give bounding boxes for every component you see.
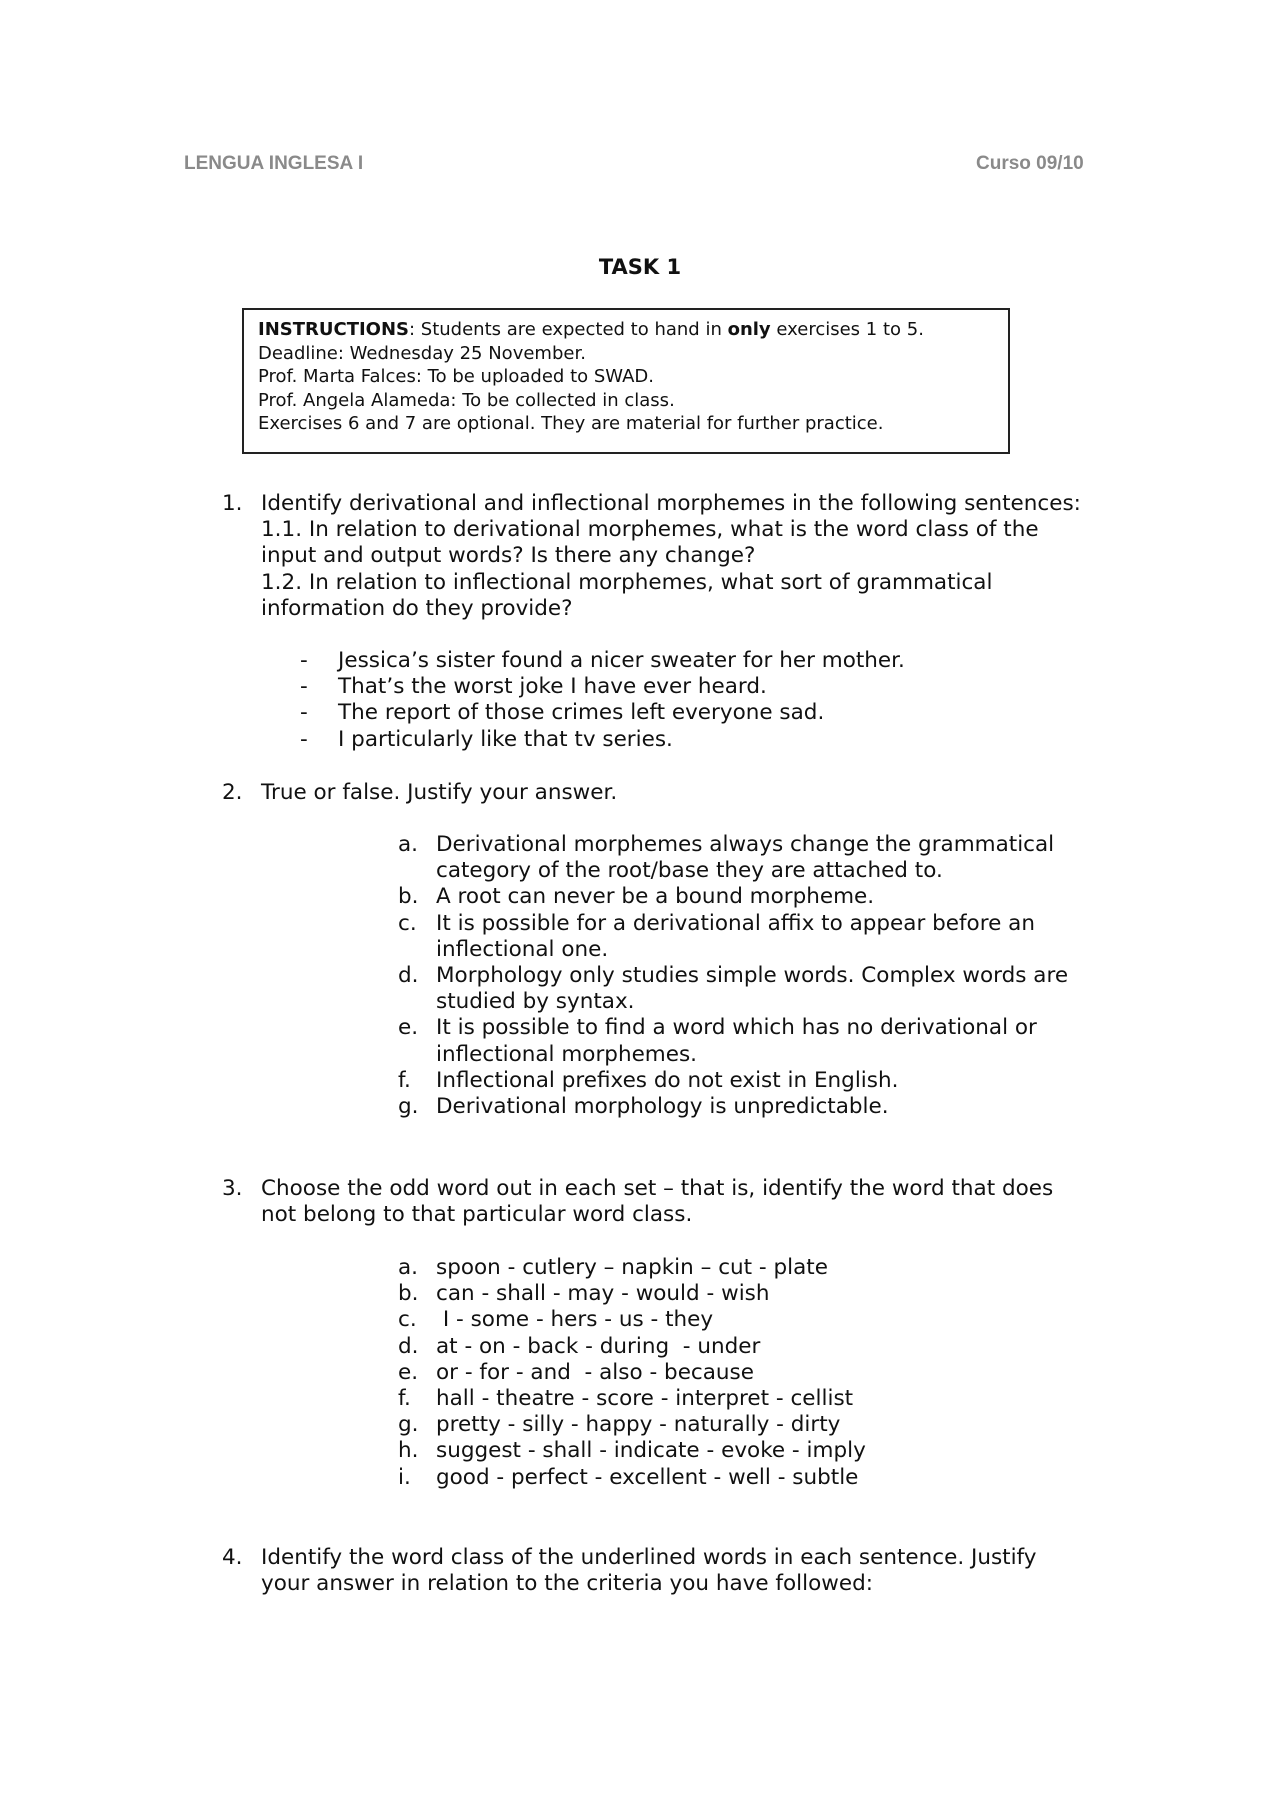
instructions-box: [242, 308, 1010, 454]
list-marker: d.: [398, 963, 419, 989]
list-item: [398, 1255, 1156, 1281]
list-item: [398, 963, 1156, 1015]
page-title: TASK 1: [598, 255, 682, 279]
list-item: [300, 674, 905, 700]
list-item: [398, 1015, 1156, 1067]
list-marker: a.: [398, 1255, 419, 1280]
exercise-number: 2.: [222, 780, 243, 805]
list-item: [398, 1465, 1156, 1491]
list-item-text: Derivational morphemes always change the grammatical: [436, 832, 1055, 857]
instructions-emphasis: only: [727, 319, 771, 340]
list-marker: -: [300, 674, 308, 700]
list-item-text: suggest - shall - indicate - evoke - imply: [436, 1438, 866, 1464]
word-set-list: [398, 1255, 1156, 1491]
list-item: [398, 1068, 1156, 1094]
list-item-text: It is possible to find a word which has no derivational or: [436, 1015, 1037, 1041]
list-marker: -: [300, 648, 308, 673]
list-marker: g.: [398, 1094, 419, 1120]
list-item-text: pretty - silly - happy - naturally - dirty: [436, 1412, 841, 1438]
list-marker: a.: [398, 832, 419, 857]
instructions-line: Prof. Angela Alameda: To be collected in class.: [258, 389, 675, 411]
list-item-text: That’s the worst joke I have ever heard.: [338, 674, 767, 700]
list-item-text: Jessica’s sister found a nicer sweater for her mother.: [338, 648, 905, 673]
list-marker: f.: [398, 1386, 411, 1412]
list-item-text: can - shall - may - would - wish: [436, 1281, 770, 1307]
exercise-prompt: Identify derivational and inflectional morphemes in the following sentences:: [261, 491, 1081, 516]
list-marker: -: [300, 700, 308, 726]
instructions-line: Prof. Marta Falces: To be uploaded to SWAD.: [258, 366, 655, 387]
exercise-prompt: Identify the word class of the underlined words in each sentence. Justify: [261, 1545, 1037, 1570]
list-marker: h.: [398, 1438, 419, 1464]
list-marker: b.: [398, 1281, 419, 1307]
course-header: LENGUA INGLESA I: [184, 153, 364, 174]
list-item-text: at - on - back - during - under: [436, 1333, 761, 1359]
list-item-text: or - for - and - also - because: [436, 1359, 754, 1385]
instructions-line: Exercises 6 and 7 are optional. They are material for further practice.: [258, 413, 884, 434]
list-item: [398, 1307, 1156, 1333]
list-marker: i.: [398, 1464, 411, 1490]
list-item: [398, 1334, 1156, 1360]
list-marker: g.: [398, 1412, 419, 1438]
list-item-text: The report of those crimes left everyone sad.: [338, 700, 825, 726]
list-item-text: It is possible for a derivational affix to appear before an: [436, 910, 1035, 936]
exercise-prompt: your answer in relation to the criteria you have followed:: [261, 1571, 873, 1597]
deadline-line: Deadline: Wednesday 25 November.: [258, 342, 586, 364]
sentence-list: [300, 648, 905, 753]
list-item-text: Morphology only studies simple words. Complex words are: [436, 963, 1069, 989]
list-item-text: inflectional one.: [436, 936, 609, 962]
list-item-text: I particularly like that tv series.: [338, 726, 673, 752]
list-item-text: I - some - hers - us - they: [436, 1307, 714, 1333]
list-item-text: inflectional morphemes.: [436, 1041, 698, 1067]
list-item-text: Inflectional prefixes do not exist in English.: [436, 1067, 899, 1093]
list-marker: f.: [398, 1067, 411, 1093]
exercise-number: 3.: [222, 1176, 243, 1201]
academic-year: Curso 09/10: [976, 153, 1084, 174]
list-item: [300, 727, 905, 753]
instructions-text: : Students are expected to hand in: [409, 319, 728, 340]
list-marker: -: [300, 726, 308, 752]
list-marker: c.: [398, 910, 417, 936]
list-item: [398, 884, 1156, 910]
list-item: [398, 1412, 1156, 1438]
list-item-text: spoon - cutlery – napkin – cut - plate: [436, 1255, 828, 1280]
exercise-prompt: True or false. Justify your answer.: [261, 780, 618, 805]
list-item-text: A root can never be a bound morpheme.: [436, 884, 875, 910]
exercise-prompt: 1.2. In relation to inflectional morphemes, what sort of grammatical: [261, 569, 993, 595]
exercise-number: 4.: [222, 1545, 243, 1570]
list-item: [398, 832, 1156, 884]
list-item-text: Derivational morphology is unpredictable.: [436, 1094, 889, 1120]
list-marker: e.: [398, 1359, 419, 1385]
instructions-label: INSTRUCTIONS: [258, 319, 409, 340]
instructions-text: exercises 1 to 5.: [770, 319, 924, 340]
list-item-text: category of the root/base they are attached to.: [436, 858, 943, 884]
list-item-text: good - perfect - excellent - well - subtle: [436, 1464, 859, 1490]
list-marker: d.: [398, 1333, 419, 1359]
list-item: [398, 1438, 1156, 1464]
list-item: [300, 648, 905, 674]
exercise-prompt: not belong to that particular word class.: [261, 1202, 693, 1228]
list-marker: c.: [398, 1307, 417, 1333]
list-marker: e.: [398, 1015, 419, 1041]
list-item-text: studied by syntax.: [436, 989, 635, 1015]
list-item: [398, 1386, 1156, 1412]
list-item: [300, 700, 905, 726]
exercise-prompt: 1.1. In relation to derivational morphemes, what is the word class of the: [261, 517, 1039, 543]
exercise-number: 1.: [222, 491, 243, 516]
exercise-prompt: Choose the odd word out in each set – that is, identify the word that does: [261, 1176, 1054, 1201]
list-item-text: hall - theatre - score - interpret - cellist: [436, 1386, 854, 1412]
list-item: [398, 1094, 1156, 1120]
statement-list: [398, 832, 1156, 1120]
list-marker: b.: [398, 884, 419, 910]
list-item: [398, 1281, 1156, 1307]
list-item: [398, 911, 1156, 963]
exercise-prompt: information do they provide?: [261, 595, 573, 621]
instructions-line: [258, 318, 994, 342]
exercise-prompt: input and output words? Is there any change?: [261, 543, 756, 569]
list-item: [398, 1360, 1156, 1386]
